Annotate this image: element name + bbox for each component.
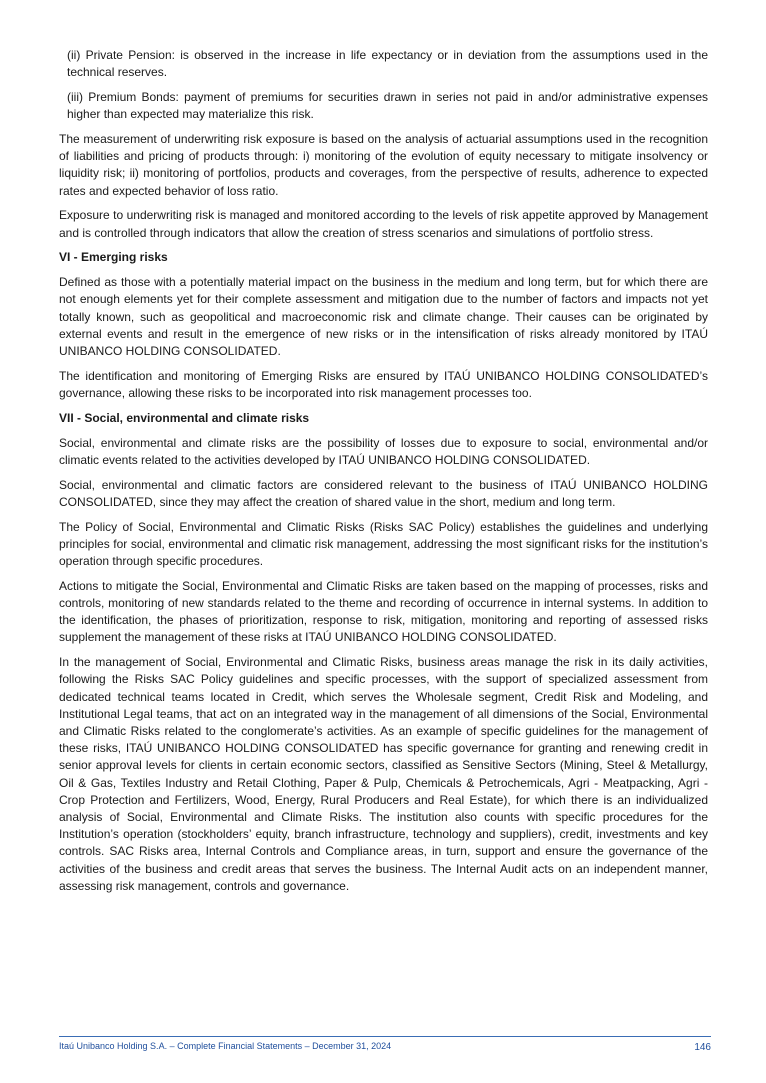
paragraph-risk-management: In the management of Social, Environmental and Climatic Risks, business areas manage the risk in its daily activities, following the Risks SAC Policy guidelines and specific processes, with the support of specialized assessment from dedicated technical teams located in Credit, which serves the Wholesale segment, Credit Risk and Modeling, and Institutional Legal teams, that act on an integrated way in the management of all dimensions of the Social, Environmental and Climatic Risks related to the conglomerate’s activities. As an example of specific guidelines for the management of these risks, ITAÚ UNIBANCO HOLDING CONSOLIDATED has specific governance for granting and renewing credit in senior approval levels for clients in certain economic sectors, classified as Sensitive Sectors (Mining, Steel & Metallurgy, Oil & Gas, Textiles Industry and Retail Clothing, Paper & Pulp, Chemicals & Petrochemicals, Agri - Meatpacking, Agri - Crop Protection and Fertilizers, Wood, Energy, Rural Producers and Real Estate), for which there is an individualized analysis of Social, Environmental and Climate Risks. The institution also counts with specific procedures for the Institution’s operation (stockholders’ equity, branch infrastructure, technology and suppliers), credit, investments and key controls. SAC Risks area, Internal Controls and Compliance areas, in turn, support and ensure the governance of the activities of the business and credit areas that serves the business. The Internal Audit acts on an independent manner, assessing risk management, controls and governance. [59, 655, 708, 893]
paragraph-mitigation-actions: Actions to mitigate the Social, Environmental and Climatic Risks are taken based on the mapping of processes, risks and controls, monitoring of new standards related to the theme and recording of occurrence in internal systems. In addition to the identification, the phases of prioritization, response to risk, mitigation, monitoring and reporting of assessed risks supplement the management of these risks at ITAÚ UNIBANCO HOLDING CONSOLIDATED. [59, 578, 708, 645]
paragraph-measurement: The measurement of underwriting risk exposure is based on the analysis of actuarial assumptions used in the recognition of liabilities and pricing of products through: i) monitoring of the evolution of equity necessary to mitigate insolvency or liquidity risk; ii) monitoring of portfolios, products and coverages, from the perspective of results, adherence to expected rates and expected behavior of loss ratio. [59, 132, 708, 198]
paragraph-emerging-definition: Defined as those with a potentially material impact on the business in the medium and long term, but for which there are not enough elements yet for their complete assessment and mitigation due to the number of factors and impacts not yet totally known, such as geopolitical and macroeconomic risk and climate change. Their causes can be originated by external events and result in the emergence of new risks or in the intensification of risks already monitored by ITAÚ UNIBANCO HOLDING CONSOLIDATED. [59, 275, 708, 359]
page-number: 146 [694, 1042, 711, 1053]
paragraph-private-pension: (ii) Private Pension: is observed in the increase in life expectancy or in deviation from the assumptions used in the technical reserves. [67, 48, 708, 80]
paragraph-sac-policy: The Policy of Social, Environmental and Climatic Risks (Risks SAC Policy) establishes the guidelines and underlying principles for social, environmental and climatic risk management, addressing the most significant risks for the institution’s operation through specific procedures. [59, 519, 708, 569]
paragraph-premium-bonds: (iii) Premium Bonds: payment of premiums for securities drawn in series not paid in and/or administrative expenses higher than expected may materialize this risk. [67, 90, 708, 122]
paragraph-emerging-identification: The identification and monitoring of Emerging Risks are ensured by ITAÚ UNIBANCO HOLDING CONSOLIDATED’s governance, allowing these risks to be incorporated into risk management processes too. [59, 368, 708, 401]
footer-text: Itaú Unibanco Holding S.A. – Complete Financial Statements – December 31, 2024 [59, 1041, 392, 1051]
paragraph-exposure: Exposure to underwriting risk is managed and monitored according to the levels of risk appetite approved by Management and is controlled through indicators that allow the creation of stress scenarios and simulations of portfolio stress. [59, 208, 708, 240]
heading-social-risks: VII - Social, environmental and climate risks [59, 410, 310, 425]
paragraph-social-definition: Social, environmental and climate risks are the possibility of losses due to exposure to social, environmental and/or climatic events related to the activities developed by ITAÚ UNIBANCO HOLDING CONSOLIDATED. [59, 435, 708, 467]
document-body [59, 47, 708, 903]
footer-divider [59, 1036, 711, 1037]
paragraph-social-factors: Social, environmental and climatic factors are considered relevant to the business of ITAÚ UNIBANCO HOLDING CONSOLIDATED, since they may affect the creation of shared value in the short, medium and long term. [59, 477, 708, 509]
heading-emerging-risks: VI - Emerging risks [59, 250, 168, 265]
